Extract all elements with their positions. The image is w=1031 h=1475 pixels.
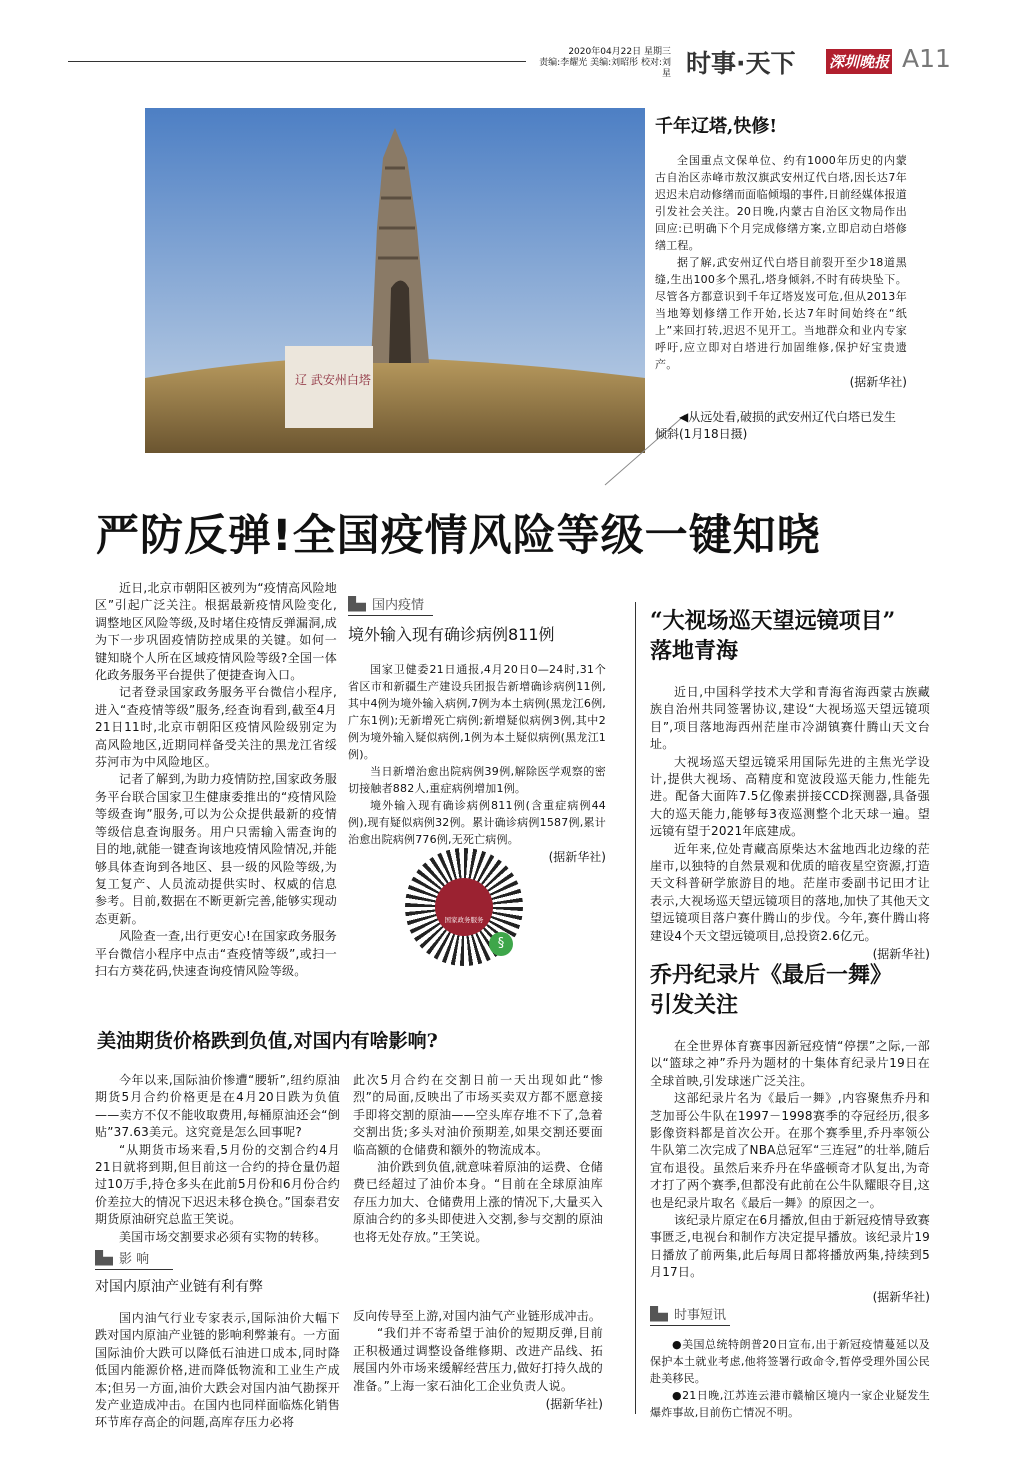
oil-col-1: [95, 1072, 340, 1246]
paragraph: 这部纪录片名为《最后一舞》,内容聚焦乔丹和芝加哥公牛队在1997－1998赛季的夺冠经历,很多影像资料都是首次公开。在那个赛季里,乔丹率领公牛队第二次完成了NBA总冠军“三连冠”的壮举,随后宣布退役。虽然后来乔丹在华盛顿奇才队复出,为奇才打了两个赛季,但都没有此前在公牛队耀眼夺目,这也是纪录片取名《最后一舞》的原因之一。: [650, 1091, 930, 1210]
telescope-article: [650, 606, 930, 963]
paper-logo: 深圳晚报: [826, 49, 892, 74]
main-headline: 严防反弹!全国疫情风险等级一键知晓: [96, 511, 821, 561]
header-rule: [68, 61, 526, 62]
paragraph: 记者登录国家政务服务平台微信小程序,进入“查疫情等级”服务,经查询看到,截至4月21日11时,北京市朝阳区疫情风险级别定为高风险地区,近期同样备受关注的黑龙江省绥芬河市为中风险地区。: [95, 685, 337, 770]
editor-credits: 责编:李耀光 美编:刘昭彤 校对:刘星: [539, 58, 671, 79]
section-name: 时事·天下: [686, 49, 796, 78]
paragraph: 今年以来,国际油价惨遭“腰斩”,纽约原油期货5月合约价格更是在4月20日跌为负值——卖方不仅不能收取费用,每桶原油还会“倒贴”37.63美元。这究竟是怎么回事呢?: [95, 1073, 340, 1140]
paragraph: 据了解,武安州辽代白塔目前裂开至少18道黑缝,生出100多个黑孔,塔身倾斜,不时有砖块坠下。尽管各方都意识到千年辽塔岌岌可危,但从2013年当地筹划修缮工作开始,长达7年时间始终在“纸上”来回打转,迟迟不见开工。当地群众和业内专家呼吁,应立即对白塔进行加固维修,保护好宝贵遗产。: [655, 256, 907, 371]
header-meta: [536, 47, 671, 80]
paragraph: 此次5月合约在交割日前一天出现如此“惨烈”的局面,反映出了市场买卖双方都不愿意接手即将交割的原油——空头库存堆不下了,急着交割出货;多头对油价预期差,如果交割还要面临高额的仓储费和额外的物流成本。: [353, 1073, 603, 1157]
oil-col-4: [353, 1308, 603, 1413]
qr-label: 国家政务服务: [444, 916, 484, 924]
source-credit: (据新华社): [849, 375, 907, 389]
paragraph: 在全世界体育赛事因新冠疫情“停摆”之际,一部以“篮球之神”乔丹为题材的十集体育纪录片19日在全球首映,引发球迷广泛关注。: [650, 1039, 930, 1088]
paragraph: 近年来,位处青藏高原柴达木盆地西北边缘的茫崖市,以独特的自然景观和优质的暗夜星空资源,打造天文科普研学旅游目的地。茫崖市委副书记田才让表示,大视场巡天望远镜项目的落地,加快了其他天文望远镜项目落户赛什腾山的步伐。今年,赛什腾山将建设4个天文望远镜项目,总投资2.6亿元。: [650, 841, 930, 943]
section-arrow-icon: [650, 1306, 668, 1322]
paragraph: 近日,中国科学技术大学和青海省海西蒙古族藏族自治州共同签署协议,建设“大视场巡天望远镜项目”,项目落地海西州茫崖市冷湖镇赛什腾山天文台址。: [650, 685, 930, 752]
page-number: A11: [902, 44, 951, 73]
pagoda-photo: [145, 108, 645, 453]
news-briefs: [650, 1304, 930, 1421]
paragraph: 全国重点文保单位、约有1000年历史的内蒙古自治区赤峰市敖汉旗武安州辽代白塔,因长达7年迟迟未启动修缮而面临倾塌的事件,日前经媒体报道引发社会关注。20日晚,内蒙古自治区文物局作出回应:已明确下个月完成修缮方案,立即启动白塔修缮工程。: [655, 154, 907, 252]
brief-item: ●21日晚,江苏连云港市赣榆区境内一家企业疑发生爆炸事故,目前伤亡情况不明。: [650, 1389, 930, 1419]
source-credit: (据新华社): [872, 1289, 930, 1304]
brief-item: ●美国总统特朗普20日宣布,出于新冠疫情蔓延以及保护本土就业考虑,他将签署行政命令,暂停受理外国公民赴美移民。: [650, 1338, 930, 1385]
paragraph: 反向传导至上游,对国内油气产业链形成冲击。: [353, 1309, 602, 1323]
paragraph: 国内油气行业专家表示,国际油价大幅下跌对国内原油产业链的影响利弊兼有。一方面国际油价大跌可以降低石油进口成本,同时降低国内能源价格,进而降低物流和工业生产成本;但另一方面,油价大跌会对国内油气勘探开发产业造成冲击。在国内也同样面临炼化销售环节库存高企的问题,高库存压力必将: [95, 1311, 340, 1430]
column-divider: [635, 602, 636, 1414]
paragraph: “从期货市场来看,5月份的交割合约4月21日就将到期,但目前这一合约的持仓量仍超过10万手,持仓多头在此前5月份和6月份合约价差拉大的情况下迟迟未移仓换仓。”国泰君安期货原油研究总监王笑说。: [95, 1142, 340, 1227]
pagoda-title: 千年辽塔,快修!: [655, 116, 778, 137]
jordan-article: [650, 960, 930, 1306]
paragraph: 境外输入现有确诊病例811例(含重症病例44例),现有疑似病例32例。累计确诊病例1587例,累计治愈出院病例776例,无死亡病例。: [348, 799, 606, 846]
source-credit: (据新华社): [545, 1397, 603, 1412]
title-line: 乔丹纪录片《最后一舞》: [650, 962, 893, 988]
source-credit: (据新华社): [548, 850, 606, 864]
title-line: “大视场巡天望远镜项目”: [650, 608, 896, 634]
domestic-article: [348, 594, 606, 866]
telescope-title: [650, 606, 930, 666]
impact-subtitle: 对国内原油产业链有利有弊: [95, 1279, 263, 1295]
oil-headline: 美油期货价格跌到负值,对国内有啥影响?: [97, 1030, 438, 1052]
title-line: 落地青海: [650, 638, 739, 664]
pagoda-article: [655, 112, 907, 443]
paragraph: 油价跌到负值,就意味着原油的运费、仓储费已经超过了油价本身。“目前在全球原油库存压力加大、仓储费用上涨的情况下,大量买入原油合约的多头即使进入交割,参与交割的原油也将无处存放。”王笑说。: [353, 1160, 603, 1244]
impact-section: [95, 1248, 340, 1432]
paragraph: 大视场巡天望远镜采用国际先进的主焦光学设计,提供大视场、高精度和宽波段巡天能力,性能先进。配备大面阵7.5亿像素拼接CCD探测器,具备强大的巡天能力,能够每3夜巡测整个北天球一遍。望远镜有望于2021年底建成。: [650, 754, 930, 839]
paragraph: 该纪录片原定在6月播放,但由于新冠疫情导致赛事匮乏,电视台和制作方决定提早播放。该纪录片19日播放了前两集,此后每周日都将播放两集,持续到5月17日。: [650, 1213, 930, 1280]
issue-date: 2020年04月22日 星期三: [568, 47, 671, 57]
section-tag: 时事短讯: [674, 1308, 727, 1323]
risk-article: [95, 580, 337, 980]
paragraph: 风险查一查,出行更安心!在国家政务服务平台微信小程序中点击“查疫情等级”,或扫一扫右方葵花码,快速查询疫情风险等级。: [95, 929, 337, 978]
paragraph: 近日,北京市朝阳区被列为“疫情高风险地区”引起广泛关注。根据最新疫情风险变化,调整地区风险等级,及时堵住疫情反弹漏洞,成为下一步巩固疫情防控成果的关键。如何一键知晓个人所在区域疫情风险等级?全国一体化政务服务平台提供了便捷查询入口。: [95, 581, 337, 683]
domestic-title: 境外输入现有确诊病例811例: [348, 625, 555, 644]
sign-text: 辽 武安州白塔: [295, 373, 371, 387]
section-arrow-icon: [95, 1250, 113, 1266]
paragraph: 当日新增治愈出院病例39例,解除医学观察的密切接触者882人,重症病例增加1例。: [348, 765, 606, 795]
jordan-title: [650, 960, 930, 1020]
paragraph: 记者了解到,为助力疫情防控,国家政务服务平台联合国家卫生健康委推出的“疫情风险等级查询”服务,可以为公众提供最新的疫情等级信息查询服务。用户只需输入需查询的目的地,就能一键查询该地疫情风险情况,并能够具体查询到各地区、县一级的风险等级,为复工复产、人员流动提供实时、权威的信息参考。目前,数据在不断更新完善,能够实现动态更新。: [95, 772, 337, 926]
paragraph: “我们并不寄希望于油价的短期反弹,目前正积极通过调整设备维修期、改进产品线、拓展国内外市场来缓解经营压力,做好打持久战的准备。”上海一家石油化工企业负责人说。: [353, 1326, 603, 1393]
qr-emblem: [435, 878, 493, 936]
oil-col-2: [353, 1072, 603, 1246]
paragraph: 国家卫健委21日通报,4月20日0—24时,31个省区市和新疆生产建设兵团报告新增确诊病例11例,其中4例为境外输入病例,7例为本土病例(黑龙江6例,广东1例);无新增死亡病例;新增疑似病例3例,其中2例为境外输入疑似病例,1例为本土疑似病例(黑龙江1例)。: [348, 663, 606, 761]
section-tag: 影 响: [119, 1252, 150, 1267]
title-line: 引发关注: [650, 992, 739, 1018]
photo-caption: ◀从远处看,破损的武安州辽代白塔已发生倾斜(1月18日摄): [655, 410, 897, 441]
section-arrow-icon: [348, 596, 366, 612]
section-tag: 国内疫情: [372, 598, 425, 613]
mini-program-icon: §: [489, 932, 513, 956]
source-credit: (据新华社): [872, 947, 930, 962]
paragraph: 美国市场交割要求必须有实物的转移。: [119, 1229, 327, 1244]
sunflower-qr-code[interactable]: [405, 848, 523, 966]
